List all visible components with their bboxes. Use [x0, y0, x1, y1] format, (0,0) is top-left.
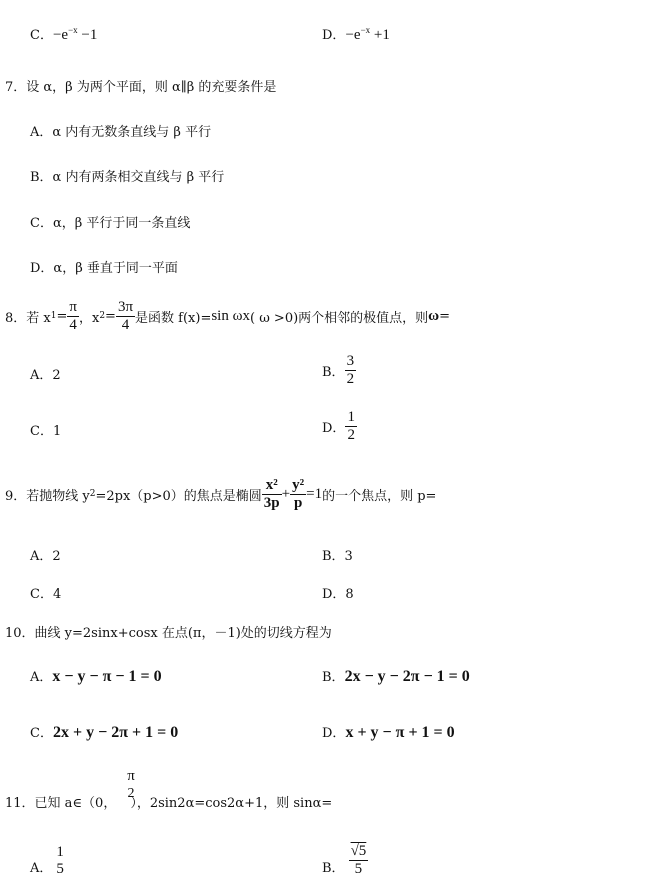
q10-stem: 10．曲线 y=2sinx+cosx 在点(π，－1)处的切线方程为 — [5, 626, 332, 641]
q9-option-d: D．8 — [322, 587, 354, 602]
q11-stem: 11．已知 a∈（0， ），2sin2α=cos2α+1，则 sinα= — [5, 796, 333, 811]
q11-pi-over-2: π 2 — [127, 768, 135, 801]
q8-stem: 8．若 x 1 = $\frac{\pi}{4}$ ，x 2 = $\frac{3\pi}{4}$ 是函数 f(x)= sin ωx ( ω >0)两个相邻的极值点，则 ω = — [5, 298, 451, 333]
q8-option-b: B． $\frac{3}{2}$ — [322, 352, 355, 387]
q9-fraction-x2-over-3p: $\frac{\text{x²}}{3p}$ — [263, 476, 280, 511]
q9-option-c: C．4 — [30, 587, 62, 602]
q8-fraction-3pi-over-4: $\frac{3\pi}{4}$ — [117, 298, 134, 333]
q6-option-c — [30, 24, 97, 44]
q9-option-a: A．2 — [30, 549, 61, 564]
q6-option-d-label: D． — [322, 28, 346, 43]
q10-option-a: A．x − y − π − 1 = 0 — [30, 668, 162, 685]
q8-fraction-pi-over-4: $\frac{\pi}{4}$ — [69, 298, 77, 333]
q9-stem: 9．若抛物线 y 2 =2px（p>0）的焦点是椭圆 $\frac{\text{x²}}{3p}$ + $\frac{\text{y²}}{p}$ =1 的一个焦点，则 p= — [5, 476, 437, 511]
q9-fraction-y2-over-p: $\frac{\text{y²}}{p}$ — [292, 476, 305, 511]
q6-option-c-expr: $-e^{-x} -1$ — [52, 25, 98, 43]
q6-option-d — [322, 24, 390, 44]
q10-option-b: B．2x − y − 2π − 1 = 0 — [322, 668, 470, 685]
q7-stem: 7．设 α，β 为两个平面，则 α∥β 的充要条件是 — [5, 80, 277, 95]
q6-option-c-label: C． — [30, 28, 53, 43]
q8-option-a: A．2 — [30, 368, 61, 383]
q9-option-b: B．3 — [322, 549, 353, 564]
q11-option-b-fraction: $\frac{√5}{5}$ — [350, 843, 367, 877]
q10-option-c: C．2x + y − 2π + 1 = 0 — [30, 724, 179, 741]
q10-option-d: D．x + y − π + 1 = 0 — [322, 724, 455, 741]
q8-option-d: D． $\frac{1}{2}$ — [322, 408, 355, 443]
q7-option-c: C．α，β 平行于同一条直线 — [30, 216, 191, 231]
q11-option-a-fraction: 1 5 — [56, 844, 64, 877]
q7-option-b: B．α 内有两条相交直线与 β 平行 — [30, 170, 225, 185]
q7-option-a: A．α 内有无数条直线与 β 平行 — [30, 125, 212, 140]
q11-option-a: A． 1 5 — [30, 844, 64, 877]
q11-option-b: B． $\frac{√5}{5}$ — [322, 843, 367, 877]
q6-option-d-expr: $-e^{-x} +1$ — [345, 25, 390, 43]
q8-option-d-fraction: $\frac{1}{2}$ — [347, 408, 355, 443]
q7-option-d: D．α，β 垂直于同一平面 — [30, 261, 178, 276]
q8-option-c: C．1 — [30, 424, 62, 439]
q8-option-b-fraction: $\frac{3}{2}$ — [346, 352, 355, 387]
